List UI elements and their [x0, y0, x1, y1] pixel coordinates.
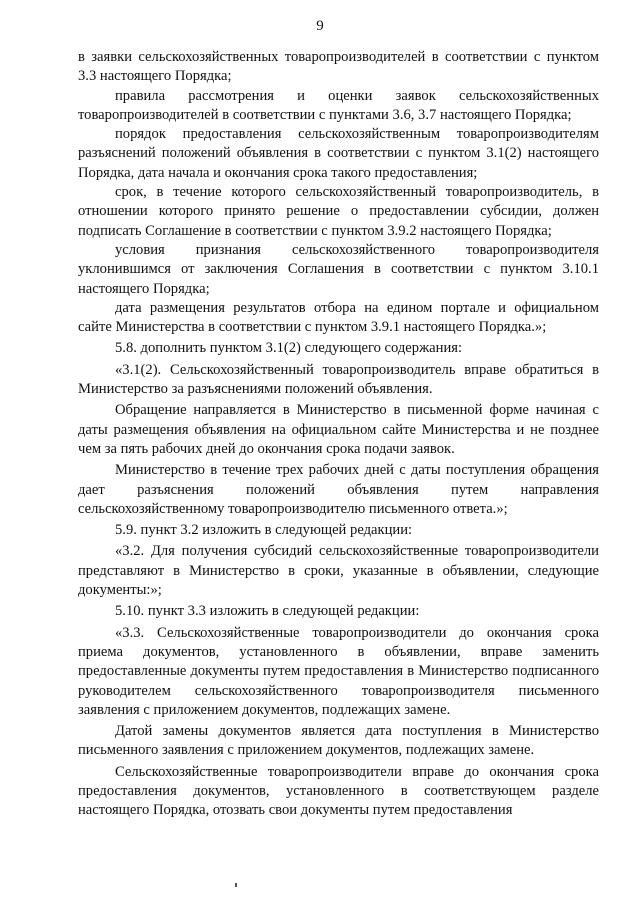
paragraph-review-rules: правила рассмотрения и оценки заявок сельскохозяйственных товаропроизводителей в соответствии с пунктами 3.6, 3.7 настоящего Порядка; — [78, 87, 599, 123]
paragraph-agreement-deadline: срок, в течение которого сельскохозяйственный товаропроизводитель, в отношении которого принято решение о предоставлении субсидии, должен подписать Соглашение в соответствии с пунктом 3.9.2 настоящего Порядка; — [78, 184, 599, 239]
scan-mark — [235, 883, 237, 887]
paragraph-clarification-procedure: порядок предоставления сельскохозяйственным товаропроизводителям разъяснений положений объявления в соответствии с пунктом 3.1(2) настоящего Порядка, дата начала и окончания срока такого предоставления; — [78, 126, 599, 181]
paragraph-item-5-9: 5.9. пункт 3.2 изложить в следующей редакции: — [115, 522, 413, 539]
paragraph-item-5-8: 5.8. дополнить пунктом 3.1(2) следующего содержания: — [115, 340, 463, 357]
paragraph-withdrawal: Сельскохозяйственные товаропроизводители вправе до окончания срока предоставления документов, установленного в соответствующем разделе настоящего Порядка, отозвать свои документы путем предоставления — [78, 763, 599, 819]
paragraph-ministry-response: Министерство в течение трех рабочих дней с даты поступления обращения дает разъяснения положений объявления путем направления сельскохозяйственному товаропроизводителю письменного ответа.»; — [78, 462, 599, 517]
paragraph-results-publication: дата размещения результатов отбора на едином портале и официальном сайте Министерства в соответствии с пунктом 3.9.1 настоящего Порядка.»; — [78, 299, 599, 336]
paragraph-request-submission: Обращение направляется в Министерство в письменной форме начиная с даты размещения объявления на официальном сайте Министерства и не позднее чем за пять рабочих дней до окончания срока подачи заявок. — [78, 402, 599, 457]
paragraph-point-3-1-2: «3.1(2). Сельскохозяйственный товаропроизводитель вправе обратиться в Министерство за разъяснениями положений объявления. — [78, 361, 599, 398]
page-number: 9 — [316, 18, 324, 34]
paragraph-replacement-date: Датой замены документов является дата поступления в Министерство письменного заявления с приложением документов, подлежащих замене. — [78, 723, 599, 759]
document-body — [78, 48, 599, 821]
paragraph-item-5-10: 5.10. пункт 3.3 изложить в следующей редакции: — [115, 603, 420, 620]
paragraph-applications-continuation: в заявки сельскохозяйственных товаропроизводителей в соответствии с пунктом 3.3 настоящего Порядка; — [78, 49, 599, 85]
paragraph-point-3-2: «3.2. Для получения субсидий сельскохозяйственные товаропроизводители представляют в Министерство в сроки, указанные в объявлении, следующие документы:»; — [78, 543, 599, 599]
paragraph-evasion-conditions: условия признания сельскохозяйственного товаропроизводителя уклонившимся от заключения Соглашения в соответствии с пунктом 3.10.1 настоящего Порядка; — [78, 241, 599, 297]
paragraph-point-3-3: «3.3. Сельскохозяйственные товаропроизводители до окончания срока приема документов, установленного в объявлении, вправе заменить предоставленные документы путем предоставления в Министерство подписанного руководителем сельскохозяйственного товаропроизводителя письменного заявления с приложением документов, подлежащих замене. — [78, 624, 599, 718]
